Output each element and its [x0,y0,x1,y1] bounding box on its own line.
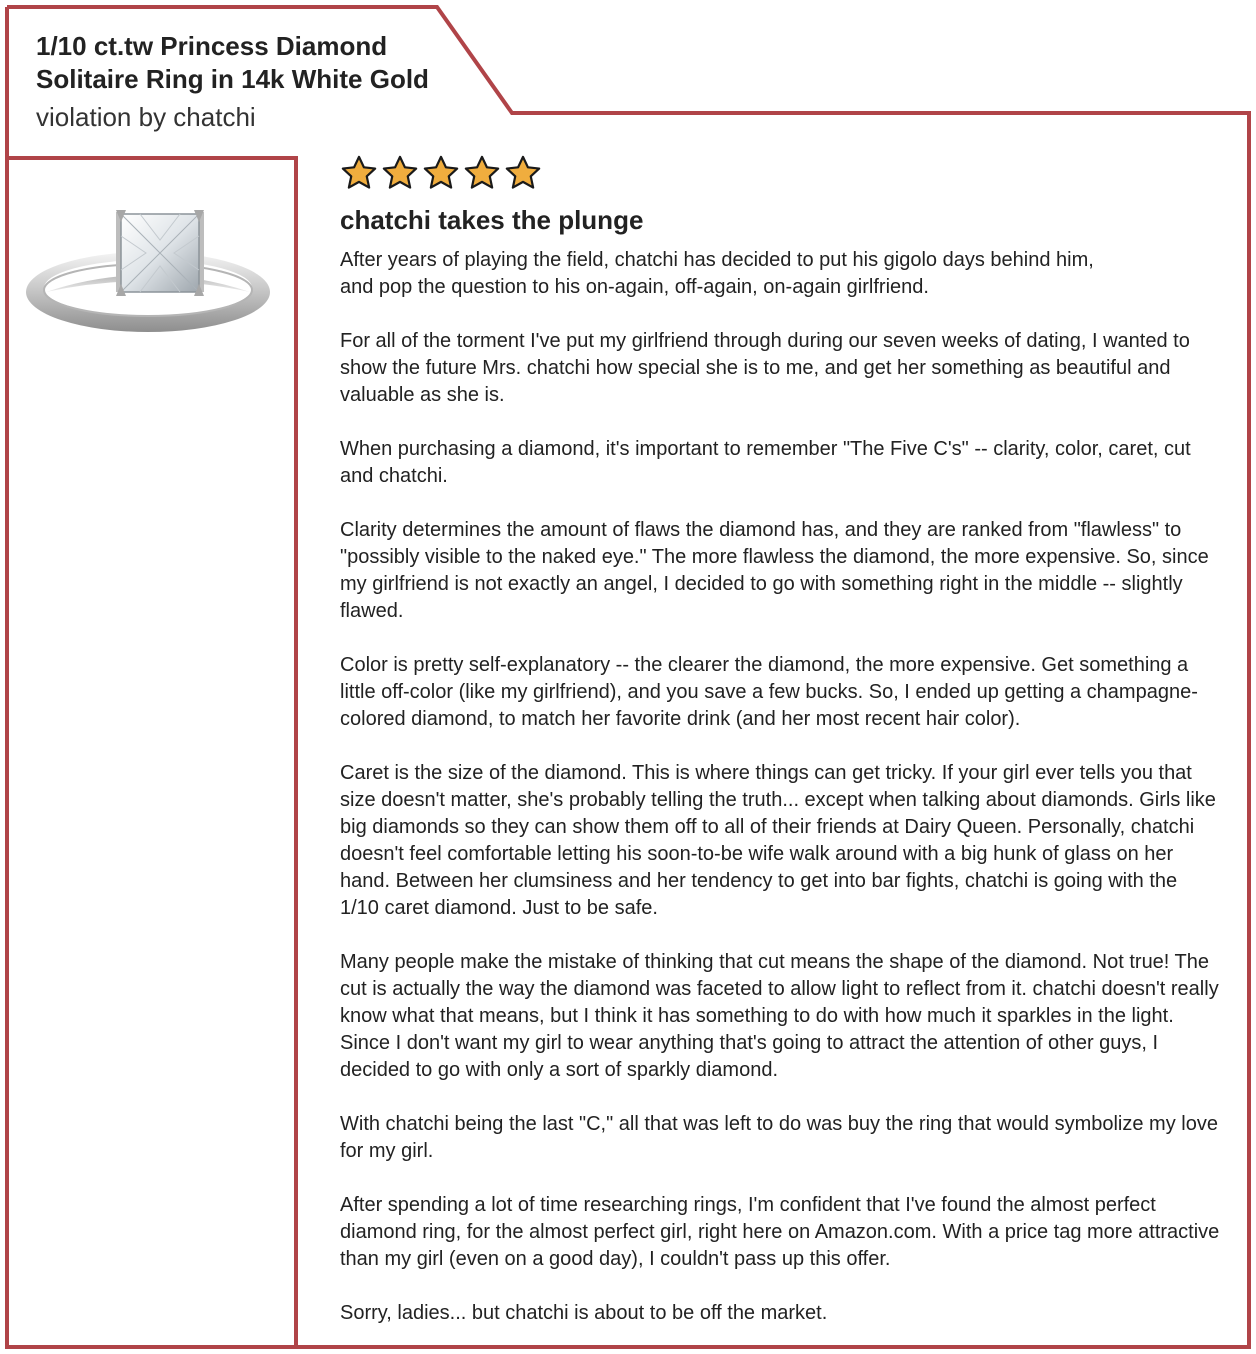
review-body [340,247,1220,1327]
review-paragraph: When purchasing a diamond, it's important to remember "The Five C's" -- clarity, color, caret, cut and chatchi. [340,438,1191,487]
star-icon [463,154,501,192]
star-icon [381,154,419,192]
star-icon [340,154,378,192]
star-icon [504,154,542,192]
review-paragraph: Caret is the size of the diamond. This is where things can get tricky. If your girl ever tells you that size doesn't matter, she's probably telling the truth... except when talking about diamonds. Girls like big diamonds so they can show them off to all of their friends at Dairy Queen. Personally, chatchi doesn't feel comfortable letting his soon-to-be wife walk around with a big hunk of glass on her hand. Between her clumsiness and her tendency to get into bar fights, chatchi is going with the 1/10 caret diamond. Just to be safe. [340,762,1216,919]
review-paragraph: Clarity determines the amount of flaws the diamond has, and they are ranked from "flawless" to "possibly visible to the naked eye." The more flawless the diamond, the more expensive. So, since my girlfriend is not exactly an angel, I decided to go with something right in the middle -- slightly flawed. [340,519,1209,622]
review-paragraph: After years of playing the field, chatchi has decided to put his gigolo days behind him, and pop the question to his on-again, off-again, on-again girlfriend. [340,249,1094,298]
review-title: chatchi takes the plunge [340,205,644,235]
product-header [36,30,496,133]
review-paragraph: Color is pretty self-explanatory -- the clearer the diamond, the more expensive. Get something a little off-color (like my girlfriend), and you save a few bucks. So, I ended up getting a champagne-colored diamond, to match her favorite drink (and her most recent hair color). [340,654,1198,730]
review-paragraph: After spending a lot of time researching rings, I'm confident that I've found the almost perfect diamond ring, for the almost perfect girl, right here on Amazon.com. With a price tag more attractive than my girl (even on a good day), I couldn't pass up this offer. [340,1194,1220,1270]
star-icon [422,154,460,192]
diamond-ring-image[interactable] [24,200,276,340]
review-byline: violation by chatchi [36,102,256,132]
review-paragraph: Sorry, ladies... but chatchi is about to be off the market. [340,1302,828,1324]
review-paragraph: With chatchi being the last "C," all that was left to do was buy the ring that would symbolize my love for my girl. [340,1113,1218,1162]
product-title[interactable]: 1/10 ct.tw Princess Diamond Solitaire Ring in 14k White Gold [36,31,429,94]
review-paragraph: Many people make the mistake of thinking that cut means the shape of the diamond. Not true! The cut is actually the way the diamond was faceted to allow light to reflect from it. chatchi doesn't really know what that means, but I think it has something to do with how much it sparkles in the light. Since I don't want my girl to wear anything that's going to attract the attention of other guys, I decided to go with only a sort of sparkly diamond. [340,951,1219,1081]
review-paragraph: For all of the torment I've put my girlfriend through during our seven weeks of dating, I wanted to show the future Mrs. chatchi how special she is to me, and get her something as beautiful and valuable as she is. [340,330,1190,406]
star-rating [340,154,542,194]
